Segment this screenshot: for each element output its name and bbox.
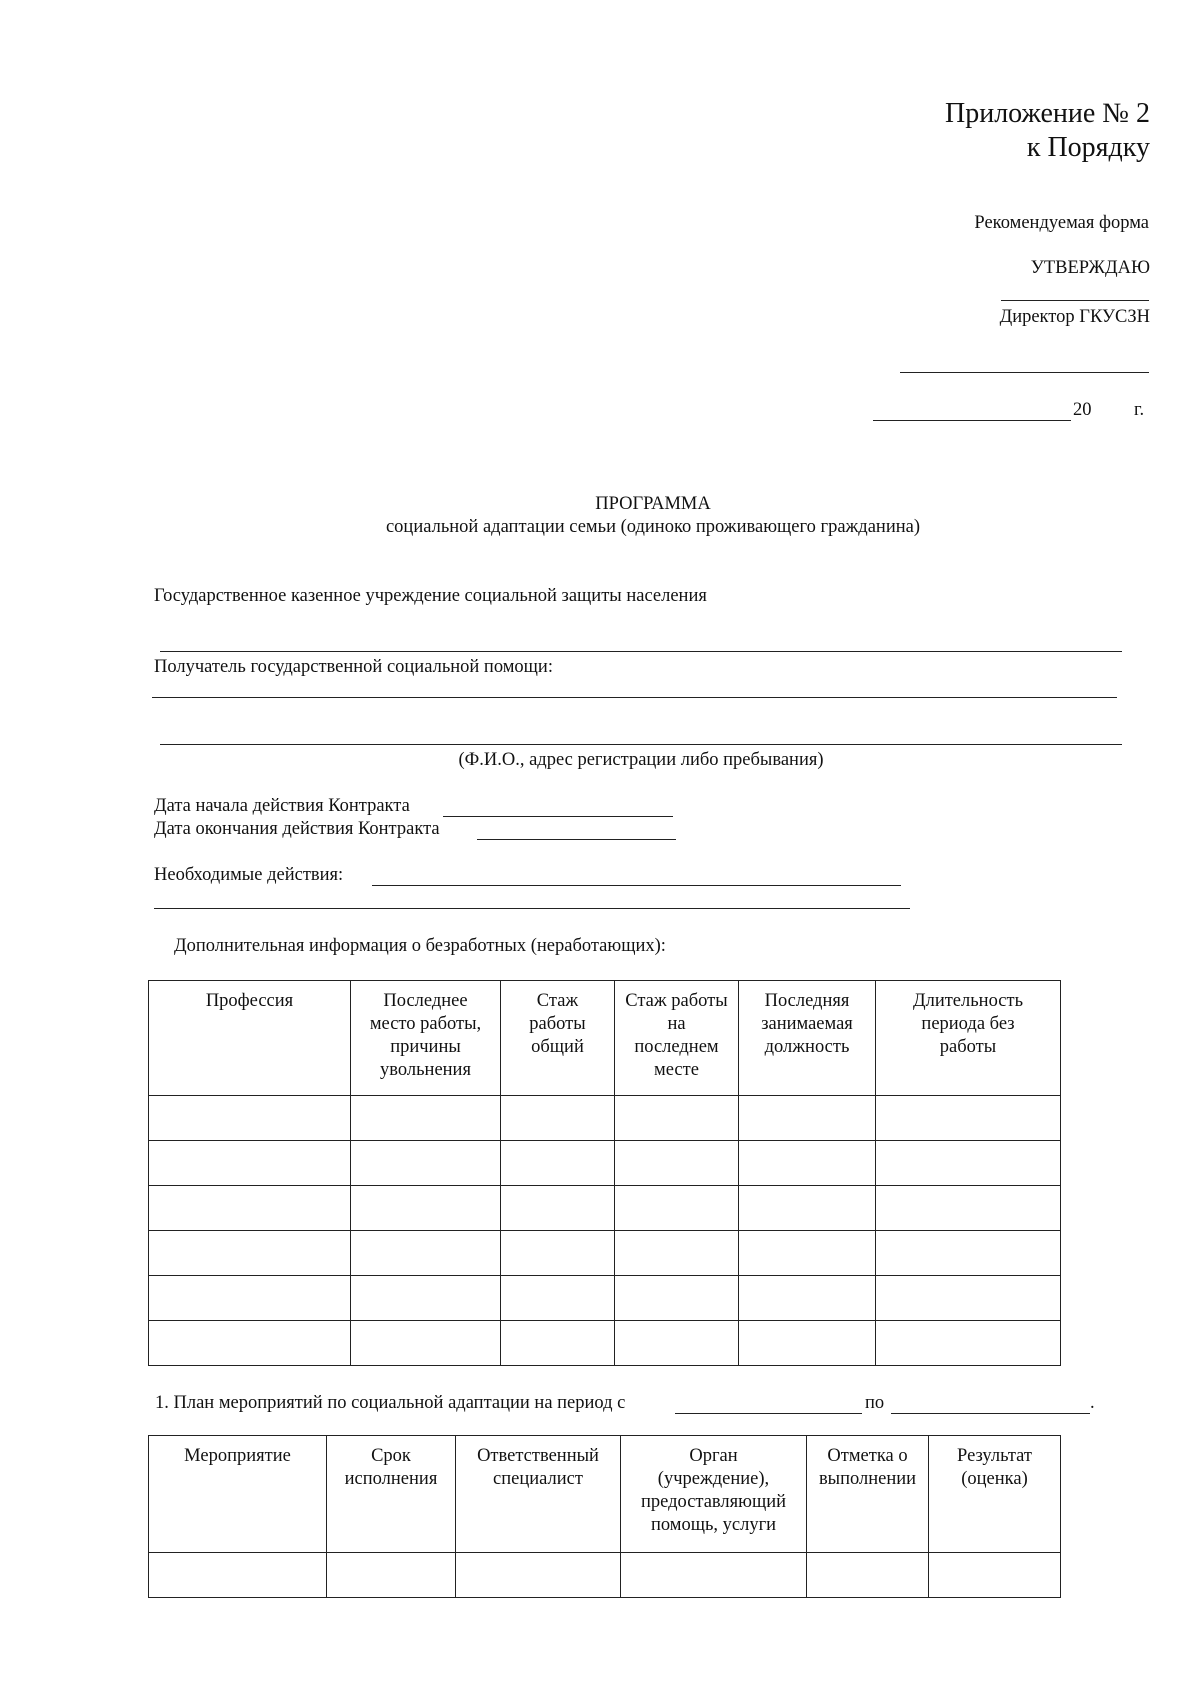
table-cell[interactable]	[621, 1553, 807, 1598]
table-cell[interactable]	[876, 1096, 1061, 1141]
table-cell[interactable]	[501, 1276, 615, 1321]
col-activity: Мероприятие	[149, 1436, 327, 1553]
table-row	[149, 1321, 1061, 1366]
col-provider: Орган (учреждение), предоставляющий помощь, услуги	[621, 1436, 807, 1553]
table-cell[interactable]	[149, 1321, 351, 1366]
table-cell[interactable]	[149, 1553, 327, 1598]
plan-table	[148, 1435, 1061, 1598]
table-cell[interactable]	[501, 1321, 615, 1366]
table-row	[149, 1553, 1061, 1598]
table-cell[interactable]	[149, 1231, 351, 1276]
table-cell[interactable]	[876, 1186, 1061, 1231]
col-last-workplace: Последнее место работы, причины увольнения	[351, 981, 501, 1096]
table-row	[149, 1096, 1061, 1141]
table-cell[interactable]	[327, 1553, 456, 1598]
actions-line-1[interactable]	[372, 885, 901, 886]
approval-date-line[interactable]	[873, 420, 1071, 421]
actions-label: Необходимые действия:	[154, 865, 344, 885]
plan-period-end-line[interactable]	[891, 1413, 1090, 1414]
table-cell[interactable]	[501, 1096, 615, 1141]
col-result: Результат (оценка)	[929, 1436, 1061, 1553]
table-cell[interactable]	[149, 1141, 351, 1186]
table-cell[interactable]	[501, 1186, 615, 1231]
plan-table-header	[149, 1436, 1061, 1553]
table-cell[interactable]	[501, 1231, 615, 1276]
plan-period-label: 1. План мероприятий по социальной адаптации на период с	[155, 1393, 626, 1413]
director-title: Директор ГКУСЗН	[999, 307, 1150, 327]
col-profession: Профессия	[149, 981, 351, 1096]
plan-period-po: по	[865, 1393, 885, 1413]
actions-line-2[interactable]	[154, 908, 910, 909]
director-name-line[interactable]	[900, 372, 1149, 373]
col-deadline: Срок исполнения	[327, 1436, 456, 1553]
table-cell[interactable]	[615, 1276, 739, 1321]
plan-period-start-line[interactable]	[675, 1413, 862, 1414]
table-cell[interactable]	[876, 1276, 1061, 1321]
table-cell[interactable]	[149, 1096, 351, 1141]
table-cell[interactable]	[501, 1141, 615, 1186]
table-cell[interactable]	[351, 1141, 501, 1186]
unemployed-table	[148, 980, 1061, 1366]
fio-note: (Ф.И.О., адрес регистрации либо пребывания)	[458, 750, 824, 770]
form-note: Рекомендуемая форма	[974, 213, 1149, 233]
col-completion-mark: Отметка о выполнении	[807, 1436, 929, 1553]
unemployed-table-header	[149, 981, 1061, 1096]
table-cell[interactable]	[615, 1321, 739, 1366]
table-cell[interactable]	[351, 1276, 501, 1321]
document-title: ПРОГРАММА	[595, 494, 711, 514]
table-cell[interactable]	[149, 1186, 351, 1231]
contract-start-line[interactable]	[443, 816, 673, 817]
document-subtitle: социальной адаптации семьи (одиноко проживающего гражданина)	[385, 517, 921, 537]
col-responsible: Ответственный специалист	[456, 1436, 621, 1553]
plan-period-dot: .	[1090, 1393, 1095, 1413]
contract-start-label: Дата начала действия Контракта	[154, 796, 410, 816]
table-cell[interactable]	[807, 1553, 929, 1598]
approve-signature-line[interactable]	[1001, 300, 1149, 301]
table-cell[interactable]	[615, 1141, 739, 1186]
approve-label: УТВЕРЖДАЮ	[1030, 258, 1150, 278]
table-row	[149, 1141, 1061, 1186]
col-unemployment-duration: Длительность периода без работы	[876, 981, 1061, 1096]
table-row	[149, 1276, 1061, 1321]
institution-label: Государственное казенное учреждение социальной защиты населения	[154, 586, 707, 606]
table-cell[interactable]	[739, 1276, 876, 1321]
table-cell[interactable]	[739, 1096, 876, 1141]
table-cell[interactable]	[876, 1231, 1061, 1276]
table-row	[149, 1231, 1061, 1276]
contract-end-label: Дата окончания действия Контракта	[154, 819, 440, 839]
col-last-place-experience: Стаж работы на последнем месте	[615, 981, 739, 1096]
table-cell[interactable]	[149, 1276, 351, 1321]
approval-year-prefix: 20	[1073, 400, 1092, 420]
table-cell[interactable]	[739, 1141, 876, 1186]
recipient-line-2[interactable]	[160, 744, 1122, 745]
table-cell[interactable]	[351, 1186, 501, 1231]
table-cell[interactable]	[739, 1186, 876, 1231]
contract-end-line[interactable]	[477, 839, 676, 840]
table-cell[interactable]	[351, 1321, 501, 1366]
table-row	[149, 1186, 1061, 1231]
table-cell[interactable]	[456, 1553, 621, 1598]
recipient-label: Получатель государственной социальной помощи:	[154, 657, 553, 677]
table-cell[interactable]	[739, 1321, 876, 1366]
col-last-position: Последняя занимаемая должность	[739, 981, 876, 1096]
table-cell[interactable]	[876, 1141, 1061, 1186]
appendix-reference: к Порядку	[1026, 132, 1150, 163]
unemployed-info-label: Дополнительная информация о безработных (неработающих):	[174, 936, 666, 956]
appendix-number: Приложение № 2	[945, 98, 1150, 129]
table-cell[interactable]	[615, 1186, 739, 1231]
table-cell[interactable]	[876, 1321, 1061, 1366]
table-cell[interactable]	[351, 1231, 501, 1276]
approval-year-suffix: г.	[1134, 400, 1145, 420]
institution-name-line[interactable]	[160, 651, 1122, 652]
table-cell[interactable]	[615, 1231, 739, 1276]
col-total-experience: Стаж работы общий	[501, 981, 615, 1096]
recipient-line-1[interactable]	[152, 697, 1117, 698]
table-cell[interactable]	[351, 1096, 501, 1141]
table-cell[interactable]	[615, 1096, 739, 1141]
table-cell[interactable]	[929, 1553, 1061, 1598]
table-cell[interactable]	[739, 1231, 876, 1276]
